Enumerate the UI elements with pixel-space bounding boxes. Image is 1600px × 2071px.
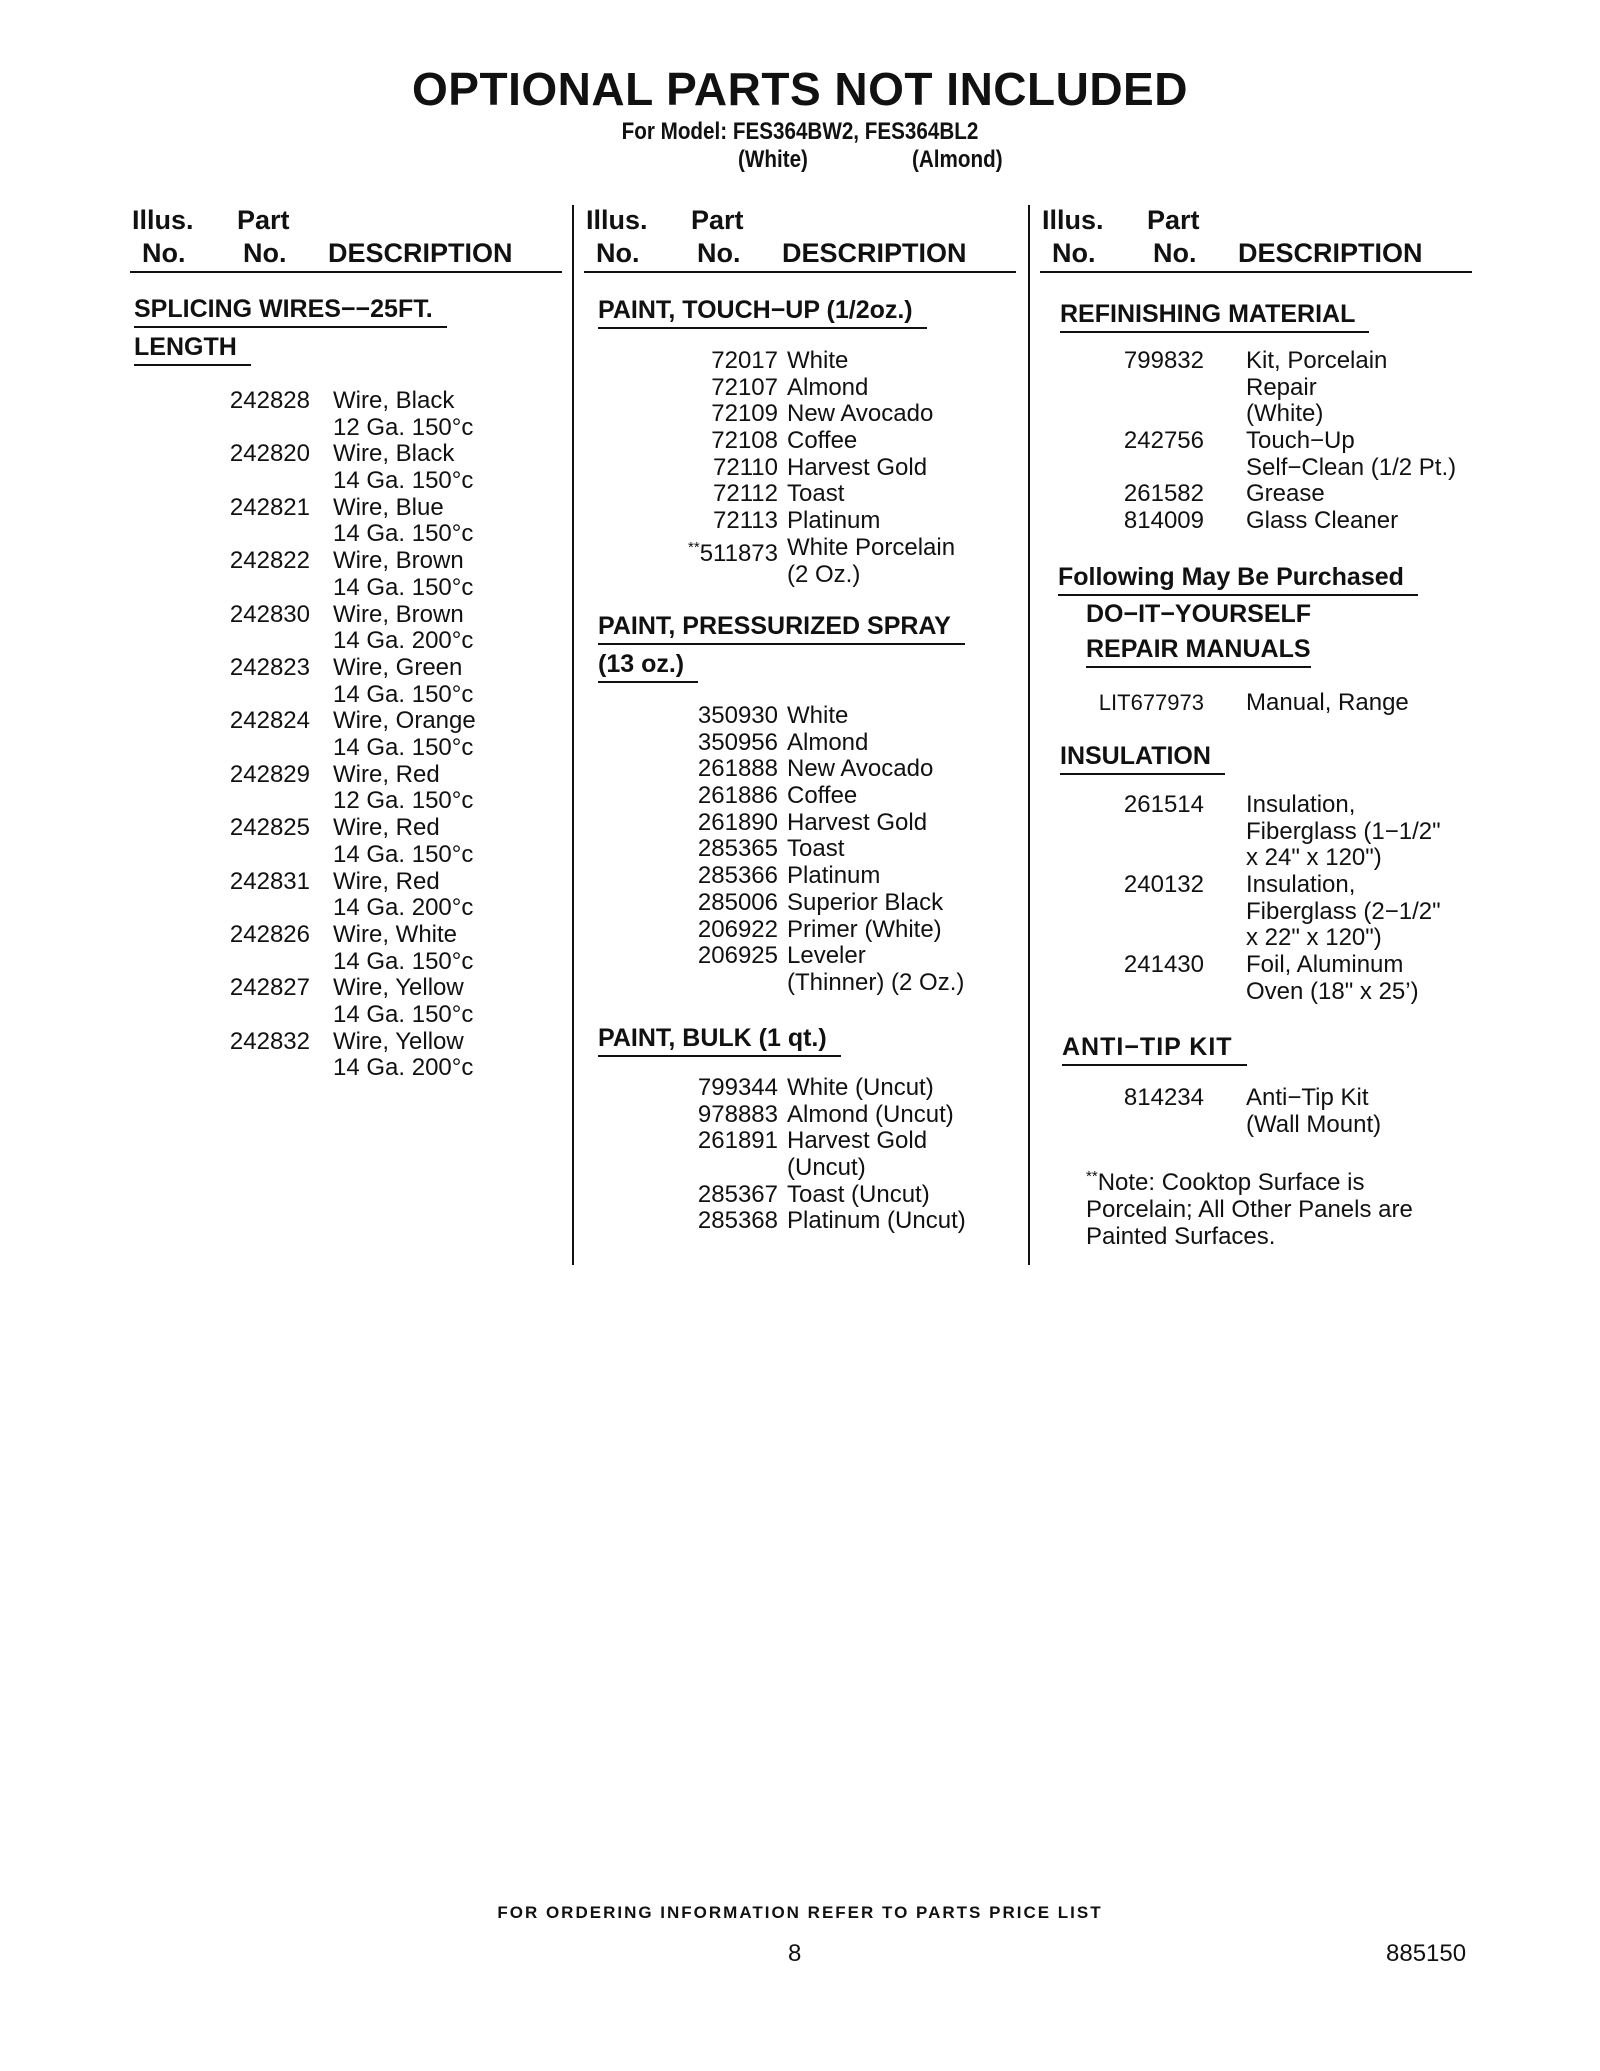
part-description-detail: x 24" x 120") [1246, 844, 1382, 872]
part-description: Wire, Red [333, 814, 440, 842]
part-list-touch-up [584, 348, 1016, 588]
part-description-detail: 14 Ga. 200°c [333, 627, 474, 655]
part-description-detail: 14 Ga. 200°c [333, 894, 474, 922]
page-title: OPTIONAL PARTS NOT INCLUDED [412, 63, 1188, 115]
part-description-detail: (Uncut) [787, 1154, 866, 1182]
column-divider [1028, 205, 1030, 1265]
part-row [584, 1128, 1016, 1181]
column-header [130, 205, 562, 273]
part-description: Touch−Up [1246, 427, 1355, 455]
part-number: 242827 [229, 974, 310, 1002]
part-description: Almond [787, 728, 869, 756]
part-description: Wire, Orange [333, 707, 476, 735]
part-description: Manual, Range [1246, 689, 1409, 716]
part-number: 241430 [1123, 951, 1204, 979]
part-description: Foil, Aluminum [1246, 951, 1404, 979]
part-row [130, 762, 562, 815]
part-description-detail: 12 Ga. 150°c [333, 413, 474, 441]
part-row [584, 917, 1016, 944]
page-number: 8 [788, 1940, 802, 1967]
part-row [584, 401, 1016, 428]
section-heading-splicing-wires [134, 290, 447, 366]
part-number: 261888 [697, 755, 778, 783]
section-title: INSULATION [1060, 739, 1225, 775]
part-description: Wire, Red [333, 760, 440, 788]
header-description: DESCRIPTION [328, 238, 513, 268]
part-number: 242829 [229, 760, 310, 788]
part-row [584, 455, 1016, 482]
part-row [584, 730, 1016, 757]
part-row [584, 1102, 1016, 1129]
header-illus: Illus. [1042, 205, 1104, 235]
header-description: DESCRIPTION [1238, 238, 1423, 268]
part-row [130, 922, 562, 975]
part-row [130, 441, 562, 494]
part-description: Wire, Brown [333, 547, 464, 575]
column-header [1040, 205, 1472, 273]
part-number: 240132 [1123, 871, 1204, 899]
part-description: Superior Black [787, 888, 944, 916]
part-number: 511873 [699, 539, 778, 567]
part-description: White [787, 347, 849, 374]
part-row [584, 1075, 1016, 1102]
part-number: 206925 [697, 942, 778, 970]
part-description-detail: Repair [1246, 373, 1317, 401]
part-number: 206922 [697, 915, 778, 943]
section-title: REFINISHING MATERIAL [1060, 297, 1369, 333]
part-description: New Avocado [787, 400, 934, 428]
part-number: 261886 [697, 782, 778, 810]
part-description-detail: Self−Clean (1/2 Pt.) [1246, 453, 1457, 481]
part-description-detail: 14 Ga. 150°c [333, 573, 474, 601]
part-number: 72113 [713, 507, 778, 535]
part-row [1040, 348, 1472, 428]
part-description: Wire, Brown [333, 600, 464, 628]
section-title: SPLICING WIRES−−25FT. [134, 292, 447, 328]
part-number: 814234 [1123, 1084, 1204, 1111]
part-row [584, 535, 1016, 588]
part-description-detail: (Thinner) (2 Oz.) [787, 968, 965, 996]
part-row [584, 756, 1016, 783]
note-text: Note: Cooktop Surface is [1097, 1169, 1365, 1196]
section-heading-diy-manuals [1086, 598, 1311, 668]
part-number: 242832 [229, 1027, 310, 1055]
part-number: 72112 [713, 480, 778, 508]
section-heading-anti-tip-kit [1062, 1028, 1247, 1066]
part-description: Wire, Black [333, 440, 455, 468]
header-no: No. [1153, 238, 1197, 268]
part-row [584, 863, 1016, 890]
part-row [1040, 952, 1472, 1005]
part-number: 261514 [1123, 791, 1204, 818]
part-number: 285368 [697, 1207, 778, 1235]
part-number: LIT677973 [1098, 690, 1204, 715]
section-title: ANTI−TIP KIT [1062, 1030, 1247, 1066]
part-row [584, 1182, 1016, 1209]
part-number: 242822 [229, 547, 310, 575]
header-no: No. [142, 238, 186, 268]
part-number: 978883 [697, 1100, 778, 1128]
part-list-insulation [1040, 792, 1472, 1006]
part-description: Wire, Blue [333, 493, 444, 521]
part-row [1040, 690, 1472, 717]
part-number: 285006 [697, 888, 778, 916]
part-number-group [688, 535, 778, 568]
part-row [584, 890, 1016, 917]
ordering-footer: FOR ORDERING INFORMATION REFER TO PARTS PRICE LIST [497, 1903, 1103, 1922]
section-title: PAINT, BULK (1 qt.) [598, 1021, 841, 1057]
section-title: PAINT, PRESSURIZED SPRAY [598, 609, 965, 645]
part-description-detail: 14 Ga. 150°c [333, 947, 474, 975]
note-text: Porcelain; All Other Panels are [1086, 1196, 1413, 1223]
part-description: Anti−Tip Kit [1246, 1084, 1369, 1111]
part-number: 242825 [229, 814, 310, 842]
part-description-detail: 12 Ga. 150°c [333, 787, 474, 815]
column-1 [130, 205, 562, 1265]
section-title: DO−IT−YOURSELF [1086, 600, 1312, 628]
header-part: Part [237, 205, 290, 235]
part-description-detail: 14 Ga. 150°c [333, 520, 474, 548]
part-number: 242820 [229, 440, 310, 468]
part-row [584, 428, 1016, 455]
part-row [584, 810, 1016, 837]
part-number: 242830 [229, 600, 310, 628]
header-description: DESCRIPTION [782, 238, 967, 268]
part-description: Insulation, [1246, 871, 1356, 899]
header-no: No. [243, 238, 287, 268]
section-heading-paint-touch-up [598, 291, 927, 329]
part-row [130, 869, 562, 922]
part-row [584, 348, 1016, 375]
part-description-detail: 14 Ga. 150°c [333, 840, 474, 868]
part-description: New Avocado [787, 755, 934, 783]
part-number: 285365 [697, 835, 778, 863]
header-illus: Illus. [132, 205, 194, 235]
part-description: Toast (Uncut) [787, 1180, 930, 1208]
header-part: Part [1147, 205, 1200, 235]
part-description: Wire, Yellow [333, 1027, 464, 1055]
part-row [130, 1029, 562, 1082]
part-description-detail: (White) [1246, 400, 1324, 428]
part-number: 350930 [697, 702, 778, 729]
part-description: Insulation, [1246, 791, 1356, 818]
part-number: 72109 [711, 400, 778, 428]
section-heading-following-may-be-purchased [1058, 558, 1418, 596]
part-row [584, 1208, 1016, 1235]
column-2 [584, 205, 1016, 1265]
part-number: 285366 [697, 862, 778, 890]
section-title: PAINT, TOUCH−UP (1/2oz.) [598, 293, 927, 329]
part-row [584, 375, 1016, 402]
part-row [584, 836, 1016, 863]
model-line: For Model: FES364BW2, FES364BL2 [621, 118, 979, 145]
header-illus: Illus. [586, 205, 648, 235]
part-description: Primer (White) [787, 915, 942, 943]
part-row [584, 943, 1016, 996]
part-description: Harvest Gold [787, 453, 928, 481]
part-list-anti-tip [1040, 1085, 1472, 1138]
part-row [130, 975, 562, 1028]
part-description: Wire, Black [333, 387, 455, 414]
part-number: 799344 [697, 1074, 778, 1101]
part-number: 242831 [229, 867, 310, 895]
column-divider [572, 205, 574, 1265]
part-number: 350956 [697, 728, 778, 756]
part-row [584, 508, 1016, 535]
column-header [584, 205, 1016, 273]
section-title: REPAIR MANUALS [1086, 632, 1311, 668]
part-row [130, 548, 562, 601]
part-number: 242828 [229, 387, 310, 414]
part-list-refinishing [1040, 348, 1472, 535]
part-list-wires [130, 388, 562, 1082]
part-number: 261891 [697, 1127, 778, 1155]
part-description: Wire, Green [333, 653, 463, 681]
part-row [130, 388, 562, 441]
part-number: 72017 [711, 347, 778, 374]
part-row [1040, 1085, 1472, 1138]
double-asterisk-marker: ** [688, 538, 700, 556]
part-description-detail: 14 Ga. 200°c [333, 1054, 474, 1082]
part-description: Coffee [787, 782, 858, 810]
part-description: White Porcelain [787, 533, 956, 561]
note-text: Painted Surfaces. [1086, 1223, 1276, 1250]
part-description: Coffee [787, 427, 858, 455]
part-number: 799832 [1123, 347, 1204, 374]
part-number: 242824 [229, 707, 310, 735]
part-description-detail: 14 Ga. 150°c [333, 467, 474, 495]
part-row [130, 655, 562, 708]
document-number: 885150 [1386, 1940, 1467, 1967]
part-list-bulk [584, 1075, 1016, 1235]
header-no: No. [596, 238, 640, 268]
part-description: Almond [787, 373, 869, 401]
part-number: 72108 [711, 427, 778, 455]
part-row [584, 481, 1016, 508]
porcelain-note [1086, 1163, 1413, 1250]
part-description: Almond (Uncut) [787, 1100, 954, 1128]
section-heading-pressurized-spray [598, 607, 965, 683]
part-number: 261582 [1123, 480, 1204, 508]
part-row [1040, 508, 1472, 535]
part-description: Wire, Red [333, 867, 440, 895]
part-row [1040, 872, 1472, 952]
part-description-detail: (Wall Mount) [1246, 1110, 1382, 1138]
part-number: 242756 [1123, 427, 1204, 455]
part-description: Toast [787, 480, 845, 508]
part-description-detail: Oven (18" x 25’) [1246, 977, 1419, 1005]
part-row [1040, 428, 1472, 481]
part-row [130, 602, 562, 655]
part-description-detail: 14 Ga. 150°c [333, 1000, 474, 1028]
part-row [130, 708, 562, 761]
part-description: Leveler [787, 942, 866, 970]
part-description-detail: Fiberglass (1−1/2" [1246, 817, 1441, 845]
header-no: No. [1052, 238, 1096, 268]
part-list-manuals [1040, 690, 1472, 717]
part-description: Platinum [787, 862, 881, 890]
part-description: Platinum [787, 507, 881, 535]
part-description: Platinum (Uncut) [787, 1207, 966, 1235]
part-description: Harvest Gold [787, 808, 928, 836]
part-row [130, 815, 562, 868]
header-no: No. [697, 238, 741, 268]
section-title: LENGTH [134, 330, 251, 366]
part-description: Harvest Gold [787, 1127, 928, 1155]
header-part: Part [691, 205, 744, 235]
part-description-detail: (2 Oz.) [787, 560, 861, 588]
part-row [584, 703, 1016, 730]
part-number: 285367 [697, 1180, 778, 1208]
part-number: 814009 [1123, 507, 1204, 535]
part-row [130, 495, 562, 548]
part-description-detail: 14 Ga. 150°c [333, 680, 474, 708]
part-description-detail: 14 Ga. 150°c [333, 734, 474, 762]
part-description: Toast [787, 835, 845, 863]
model-color-white: (White) [738, 146, 808, 173]
part-number: 242823 [229, 653, 310, 681]
part-list-spray [584, 703, 1016, 997]
column-3 [1040, 205, 1472, 1265]
part-number: 242821 [229, 493, 310, 521]
part-number: 72110 [713, 453, 778, 481]
part-description: White (Uncut) [787, 1074, 934, 1101]
model-color-almond: (Almond) [912, 146, 1003, 173]
part-description: Grease [1246, 480, 1325, 508]
part-row [1040, 481, 1472, 508]
part-description-detail: x 22" x 120") [1246, 924, 1382, 952]
part-description: Kit, Porcelain [1246, 347, 1388, 374]
part-description: Wire, Yellow [333, 974, 464, 1002]
double-asterisk-marker: ** [1086, 1168, 1098, 1185]
section-heading-paint-bulk [598, 1019, 841, 1057]
part-row [1040, 792, 1472, 872]
part-row [584, 783, 1016, 810]
part-description: Glass Cleaner [1246, 507, 1399, 535]
part-description: Wire, White [333, 920, 458, 948]
part-number: 242826 [229, 920, 310, 948]
section-heading-refinishing-material [1060, 295, 1369, 333]
part-number: 72107 [711, 373, 778, 401]
section-heading-insulation [1060, 737, 1225, 775]
part-number: 261890 [697, 808, 778, 836]
section-title: Following May Be Purchased [1058, 560, 1418, 596]
part-description-detail: Fiberglass (2−1/2" [1246, 897, 1441, 925]
part-description: White [787, 702, 849, 729]
section-title: (13 oz.) [598, 647, 698, 683]
